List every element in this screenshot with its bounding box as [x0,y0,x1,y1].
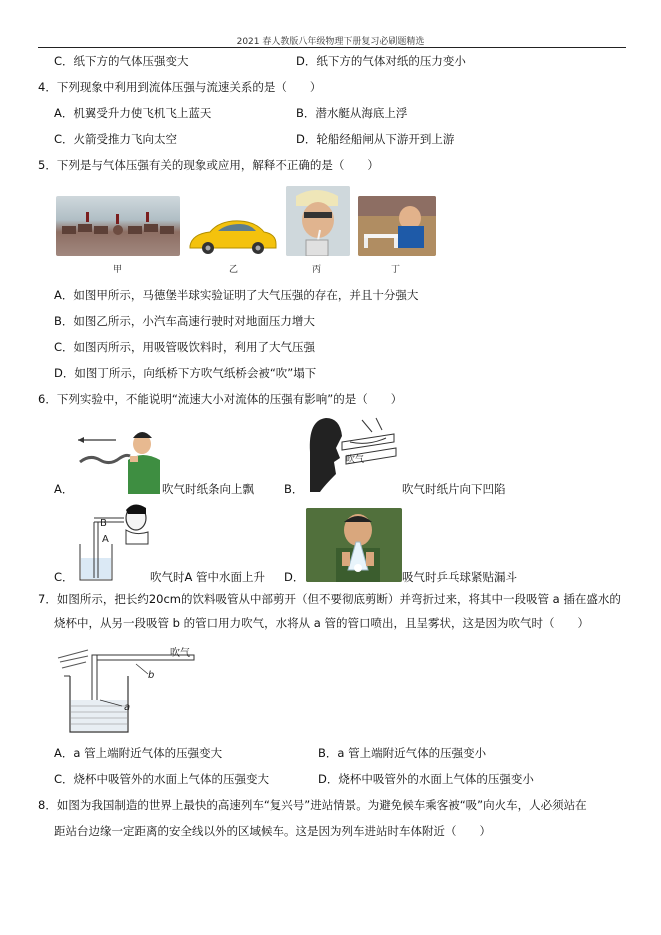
q4-option-c[interactable]: C．火箭受推力飞向太空 [54,132,178,146]
q3-option-c[interactable]: C．纸下方的气体压强变大 [54,54,189,68]
header-rule [38,47,626,48]
q4-stem: 4．下列现象中利用到流体压强与流速关系的是（ ） [38,80,322,94]
q6-option-c-text: 吹气时A 管中水面上升 [150,570,266,584]
drinking-straw-image [286,186,350,256]
q5-option-a[interactable]: A．如图甲所示，马德堡半球实验证明了大气压强的存在，并且十分强大 [54,288,419,302]
q6-option-b-text: 吹气时纸片向下凹陷 [402,482,506,496]
q8-stem-line2: 距站台边缘一定距离的安全线以外的区域候车。这是因为列车进站时车体附近（ ） [54,824,491,838]
atomizer-label-a: a [124,702,131,713]
caption-ding: 丁 [391,265,401,275]
paper-dip-blowing-figure [306,412,400,492]
q3-option-d[interactable]: D．纸下方的气体对纸的压力变小 [296,54,466,68]
magdeburg-hemispheres-image [56,196,180,256]
q7-option-c[interactable]: C．烧杯中吸管外的水面上气体的压强变大 [54,772,270,786]
q6-option-a-letter[interactable]: A． [54,482,74,496]
q7-stem-line1: 7．如图所示，把长约20cm的饮料吸管从中部剪开（但不要彻底剪断）并弯折过来，将其中一段吸管 a 插在盛水的 [38,592,621,606]
q5-option-c[interactable]: C．如图丙所示，用吸管吸饮料时，利用了大气压强 [54,340,316,354]
q5-stem: 5．下列是与气体压强有关的现象或应用，解释不正确的是（ ） [38,158,379,172]
paper-bridge-image [358,196,436,256]
q6-stem: 6．下列实验中，不能说明“流速大小对流体的压强有影响”的是（ ） [38,392,403,406]
tube-label-a: A [102,534,109,545]
page-header: 2021 春人教版八年级物理下册复习必刷题精选 [236,37,425,47]
q7-option-d[interactable]: D．烧杯中吸管外的水面上气体的压强变小 [318,772,534,786]
q4-option-a[interactable]: A．机翼受升力使飞机飞上蓝天 [54,106,212,120]
tube-label-b: B [100,518,107,529]
q4-option-d[interactable]: D．轮船经船闸从下游开到上游 [296,132,455,146]
q7-stem-line2: 烧杯中，从另一段吸管 b 的管口用力吹气，水将从 a 管的管口喷出，且呈雾状，这是因为吹气时（ ） [54,616,589,630]
q7-option-b[interactable]: B．a 管上端附近气体的压强变小 [318,746,487,760]
tube-blowing-figure [76,500,152,582]
q6-option-d-text: 吸气时乒乓球紧贴漏斗 [402,570,517,584]
q5-option-b[interactable]: B．如图乙所示，小汽车高速行驶时对地面压力增大 [54,314,315,328]
q6-option-b-letter[interactable]: B． [284,482,304,496]
q6-option-c-letter[interactable]: C． [54,570,74,584]
q4-option-b[interactable]: B．潜水艇从海底上浮 [296,106,408,120]
q6-option-a-text: 吹气时纸条向上飘 [162,482,254,496]
atomizer-label-b: b [148,670,155,681]
caption-jia: 甲 [113,265,123,275]
q6-option-d-letter[interactable]: D． [284,570,305,584]
paper-strip-blowing-figure [76,420,162,494]
q7-option-a[interactable]: A．a 管上端附近气体的压强变大 [54,746,223,760]
q8-stem-line1: 8．如图为我国制造的世界上最快的高速列车“复兴号”进站情景。为避免候车乘客被“吸”向火车，人必须站在 [38,798,587,812]
atomizer-blow-label: 吹气 [170,648,190,659]
straw-atomizer-figure [56,644,198,736]
caption-bing: 丙 [312,265,322,275]
paper-dip-blow-label: 吹气 [346,455,365,465]
funnel-ball-image [306,508,402,582]
car-image [184,212,280,256]
q5-option-d[interactable]: D．如图丁所示，向纸桥下方吹气纸桥会被“吹”塌下 [54,366,317,380]
caption-yi: 乙 [229,265,239,275]
